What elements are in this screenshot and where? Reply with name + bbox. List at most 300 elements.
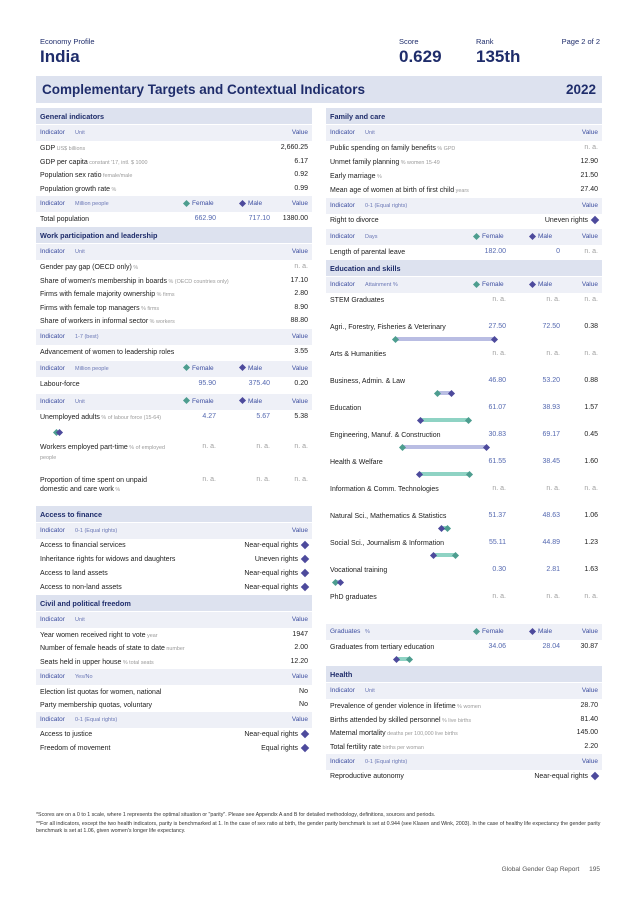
unit-label: % bbox=[365, 629, 370, 635]
indicator-value: 88.80 bbox=[290, 317, 308, 324]
value-header: Value bbox=[581, 758, 598, 765]
page-indicator: Page 2 of 2 bbox=[561, 37, 600, 46]
indicator-unit: % firms bbox=[139, 305, 160, 312]
indicator-row bbox=[36, 728, 312, 742]
indicator-name: PhD graduates bbox=[330, 594, 377, 601]
indicator-unit: % women bbox=[455, 704, 481, 710]
indicator-value: 1.57 bbox=[584, 404, 598, 411]
female-value: 4.27 bbox=[202, 412, 216, 420]
indicator-value: n. a. bbox=[584, 350, 598, 357]
indicator-label: Indicator bbox=[330, 687, 355, 694]
unit-label: Unit bbox=[75, 130, 85, 136]
indicator-name: Information & Comm. Technologies bbox=[330, 486, 439, 493]
rights-diamond-icon bbox=[301, 730, 309, 738]
indicator-label: Indicator bbox=[40, 716, 65, 723]
female-value: 55.11 bbox=[489, 539, 506, 546]
indicator-row bbox=[326, 713, 602, 727]
female-value: n. a. bbox=[492, 485, 506, 492]
indicator-value: 27.40 bbox=[580, 186, 598, 193]
indicator-row bbox=[326, 536, 602, 563]
indicator-label: Indicator bbox=[40, 332, 65, 340]
rights-diamond-icon bbox=[301, 568, 309, 576]
indicator-value: Equal rights bbox=[261, 745, 308, 752]
indicator-unit: % bbox=[110, 186, 117, 193]
unit-label: Million people bbox=[75, 201, 109, 207]
indicator-header bbox=[326, 683, 602, 699]
indicator-unit: % (OECD countries only) bbox=[167, 278, 229, 285]
indicator-row bbox=[36, 539, 312, 553]
indicator-unit: % of labour force (15-64) bbox=[99, 414, 162, 421]
indicator-row bbox=[36, 301, 312, 315]
indicator-value: 30.87 bbox=[580, 643, 598, 650]
female-value: 0.30 bbox=[492, 566, 506, 573]
indicator-value: 17.10 bbox=[290, 276, 308, 284]
indicator-row bbox=[326, 214, 602, 228]
indicator-value: n. a. bbox=[584, 144, 598, 151]
indicator-row bbox=[326, 726, 602, 740]
indicator-row bbox=[326, 590, 602, 617]
indicator-label: Indicator bbox=[40, 526, 65, 534]
rights-diamond-icon bbox=[591, 772, 599, 780]
indicator-value: 0.99 bbox=[294, 184, 308, 192]
indicator-name: Early marriage % bbox=[330, 173, 382, 180]
indicator-row bbox=[326, 183, 602, 197]
indicator-name: Maternal mortality deaths per 100,000 live births bbox=[330, 730, 458, 737]
indicator-row bbox=[326, 155, 602, 169]
female-diamond-icon bbox=[473, 281, 480, 288]
indicator-value: n. a. bbox=[294, 263, 308, 270]
profile-header bbox=[40, 37, 600, 67]
unit-label: 1-7 (best) bbox=[75, 333, 99, 340]
section-civil: Civil and political freedom bbox=[36, 595, 312, 611]
indicator-row bbox=[36, 212, 312, 227]
male-marker bbox=[448, 389, 455, 396]
indicator-unit: % bbox=[375, 174, 382, 180]
indicator-row bbox=[36, 168, 312, 182]
indicator-name: Education bbox=[330, 405, 362, 412]
indicator-name: Seats held in upper house % total seats bbox=[40, 658, 154, 666]
indicator-unit: years bbox=[454, 188, 469, 194]
indicator-header bbox=[36, 361, 312, 377]
indicator-name: Share of workers in informal sector % workers bbox=[40, 318, 175, 325]
indicator-name: Share of women's membership in boards % (OECD countries only) bbox=[40, 277, 229, 285]
indicator-header bbox=[36, 669, 312, 685]
rank-value: 135th bbox=[476, 47, 521, 66]
score-value: 0.629 bbox=[399, 47, 442, 66]
indicator-value: 2,660.25 bbox=[280, 144, 308, 151]
female-value: n. a. bbox=[492, 350, 506, 357]
indicator-name: Births attended by skilled personnel % live births bbox=[330, 716, 472, 724]
indicator-row bbox=[326, 293, 602, 320]
female-header: Female bbox=[474, 281, 504, 288]
indicator-label: Indicator bbox=[330, 233, 355, 240]
indicator-name: STEM Graduates bbox=[330, 297, 385, 304]
indicator-unit: year bbox=[145, 632, 158, 639]
indicator-header bbox=[326, 229, 602, 245]
indicator-row bbox=[36, 410, 312, 440]
indicator-unit: births per woman bbox=[380, 744, 424, 751]
indicator-name: Business, Admin. & Law bbox=[330, 378, 406, 385]
female-value: 662.90 bbox=[194, 215, 216, 222]
section-health: Health bbox=[326, 666, 602, 682]
indicator-label: Indicator bbox=[40, 248, 65, 255]
indicator-row bbox=[326, 347, 602, 374]
indicator-name: Public spending on family benefits % GPD bbox=[330, 145, 456, 152]
indicator-value: n. a. bbox=[584, 593, 598, 600]
indicator-name: Health & Welfare bbox=[330, 459, 383, 466]
indicator-value: n. a. bbox=[584, 485, 598, 492]
indicator-name: Arts & Humanities bbox=[330, 351, 387, 358]
indicator-value: 1380.00 bbox=[282, 215, 308, 222]
indicator-row bbox=[36, 287, 312, 301]
indicator-name: Firms with female majority ownership % firms bbox=[40, 291, 175, 298]
indicator-unit: % women 15-49 bbox=[399, 160, 440, 166]
indicator-header bbox=[326, 125, 602, 141]
indicator-label: Indicator bbox=[40, 615, 65, 623]
indicator-header bbox=[326, 198, 602, 214]
indicator-row bbox=[326, 563, 602, 590]
male-header: Male bbox=[240, 200, 262, 207]
indicator-header bbox=[326, 754, 602, 770]
indicator-value: 12.90 bbox=[580, 158, 598, 165]
indicator-row bbox=[36, 628, 312, 642]
unit-label: Unit bbox=[365, 130, 375, 136]
male-value: 72.50 bbox=[542, 323, 560, 330]
value-header: Value bbox=[581, 202, 598, 209]
value-header: Value bbox=[291, 615, 308, 623]
indicator-row bbox=[36, 345, 312, 360]
male-value: 2.81 bbox=[546, 566, 560, 573]
indicator-name: Reproductive autonomy bbox=[330, 773, 404, 780]
indicator-name: Year women received right to vote year bbox=[40, 631, 158, 639]
value-header: Value bbox=[581, 129, 598, 136]
female-header: Female bbox=[474, 628, 504, 635]
indicator-value: 0.38 bbox=[584, 323, 598, 330]
unit-label: Unit bbox=[75, 398, 85, 405]
indicator-value: 1.63 bbox=[584, 566, 598, 573]
footnotes bbox=[36, 812, 606, 835]
indicator-name: Population growth rate % bbox=[40, 185, 117, 193]
value-header: Value bbox=[291, 248, 308, 255]
indicator-row bbox=[326, 428, 602, 455]
indicator-row bbox=[36, 641, 312, 655]
unit-label: Unit bbox=[365, 688, 375, 694]
score-label: Score bbox=[399, 37, 419, 46]
indicator-value: Uneven rights bbox=[255, 556, 308, 563]
indicator-name: Party membership quotas, voluntary bbox=[40, 702, 153, 709]
female-value: 30.83 bbox=[488, 431, 506, 438]
indicator-name: Right to divorce bbox=[330, 217, 379, 224]
indicator-row bbox=[36, 685, 312, 698]
indicator-row bbox=[36, 274, 312, 288]
indicator-row bbox=[326, 740, 602, 754]
indicator-name: Graduates from tertiary education bbox=[330, 644, 435, 651]
indicator-row bbox=[326, 401, 602, 428]
indicator-unit: % bbox=[113, 486, 121, 493]
indicator-row bbox=[36, 377, 312, 393]
indicator-value: 2.80 bbox=[294, 290, 308, 297]
indicator-name: Inheritance rights for widows and daughters bbox=[40, 555, 176, 563]
footnote-2: **For all indicators, except the two health indicators, parity is benchmarked at 1. In the case of sex ratio at birth, the gender parity benchmark is set at 0.944 (see Klasen and Wink, 2003). In the case of healthy life expectancy the gender parity benchmark is set at 1.06, given women's longer life expectancy. bbox=[36, 821, 601, 834]
indicator-value: 145.00 bbox=[576, 729, 598, 736]
indicator-row bbox=[326, 320, 602, 347]
indicator-value: Near-equal rights bbox=[244, 570, 308, 577]
female-value: n. a. bbox=[202, 475, 216, 483]
rights-diamond-icon bbox=[301, 554, 309, 562]
female-value: 27.50 bbox=[488, 323, 506, 330]
female-value: 46.80 bbox=[488, 377, 506, 384]
indicator-value: 0.20 bbox=[294, 379, 308, 387]
value-header: Value bbox=[581, 687, 598, 694]
indicator-header bbox=[326, 624, 602, 640]
female-value: 51.37 bbox=[488, 512, 506, 519]
male-diamond-icon bbox=[529, 628, 536, 635]
indicator-value: 6.17 bbox=[294, 157, 308, 165]
indicator-row bbox=[326, 699, 602, 713]
indicator-header bbox=[36, 612, 312, 628]
value-header: Value bbox=[291, 332, 308, 340]
indicator-name: Gender pay gap (OECD only) % bbox=[40, 264, 139, 271]
indicator-label: Graduates bbox=[330, 628, 361, 635]
indicator-row bbox=[36, 182, 312, 196]
male-value: n. a. bbox=[546, 485, 560, 492]
indicator-row bbox=[326, 374, 602, 401]
male-diamond-icon bbox=[239, 397, 246, 404]
indicator-row bbox=[326, 245, 602, 260]
indicator-row bbox=[326, 141, 602, 155]
male-value: 44.89 bbox=[542, 539, 560, 546]
male-value: 38.93 bbox=[542, 404, 560, 411]
indicator-unit: number bbox=[164, 646, 185, 652]
indicator-label: Indicator bbox=[40, 364, 65, 372]
country-name: India bbox=[40, 47, 80, 66]
indicator-header bbox=[36, 394, 312, 410]
indicator-label: Indicator bbox=[330, 758, 355, 765]
female-value: 182.00 bbox=[484, 248, 506, 255]
value-header: Value bbox=[581, 281, 598, 288]
rights-diamond-icon bbox=[301, 582, 309, 590]
spacer bbox=[326, 617, 602, 623]
unit-label: Unit bbox=[75, 616, 85, 623]
indicator-name: Access to financial services bbox=[40, 541, 126, 549]
indicator-name: GDP per capita constant '17, intl. $ 1000 bbox=[40, 158, 148, 166]
male-value: 0 bbox=[556, 248, 560, 255]
footnote-1: *Scores are on a 0 to 1 scale, where 1 represents the optimal situation or "parity". Please see Appendix A and B for detailed methodology, definitions, sources and periods. bbox=[36, 812, 436, 818]
male-marker bbox=[337, 578, 344, 585]
indicator-value: n. a. bbox=[584, 296, 598, 303]
indicator-name: Vocational training bbox=[330, 567, 388, 574]
indicator-value: 1947 bbox=[292, 630, 308, 638]
indicator-label: Indicator bbox=[330, 202, 355, 209]
indicator-unit: % bbox=[131, 265, 139, 271]
male-value: 38.45 bbox=[542, 458, 560, 465]
male-value: 69.17 bbox=[542, 431, 560, 438]
female-marker bbox=[465, 416, 472, 423]
gap-bar bbox=[419, 472, 470, 476]
section-education: Education and skills bbox=[326, 260, 602, 276]
indicator-row bbox=[36, 567, 312, 581]
value-header: Value bbox=[291, 716, 308, 723]
value-header: Value bbox=[291, 129, 308, 136]
section-work: Work participation and leadership bbox=[36, 227, 312, 243]
female-diamond-icon bbox=[473, 233, 480, 240]
banner-year: 2022 bbox=[565, 82, 596, 97]
indicator-value: 1.23 bbox=[584, 539, 598, 546]
indicator-row bbox=[326, 482, 602, 509]
indicator-value: n. a. bbox=[294, 475, 308, 483]
rights-diamond-icon bbox=[591, 216, 599, 224]
unit-label: 0-1 (Equal rights) bbox=[75, 717, 118, 723]
male-value: n. a. bbox=[546, 296, 560, 303]
male-value: 48.63 bbox=[542, 512, 560, 519]
indicator-unit: % of employed people bbox=[40, 444, 165, 461]
indicator-value: Uneven rights bbox=[545, 217, 598, 224]
indicator-header bbox=[36, 523, 312, 539]
indicator-value: Near-equal rights bbox=[244, 731, 308, 738]
indicator-row bbox=[36, 553, 312, 567]
section-general: General indicators bbox=[36, 108, 312, 124]
indicator-value: 2.20 bbox=[584, 742, 598, 750]
indicator-name: Length of parental leave bbox=[330, 249, 406, 256]
indicator-row bbox=[36, 260, 312, 274]
indicator-header bbox=[36, 712, 312, 728]
indicator-row bbox=[326, 455, 602, 482]
indicator-unit: % workers bbox=[148, 319, 175, 325]
indicator-name: Firms with female top managers % firms bbox=[40, 304, 160, 312]
male-value: n. a. bbox=[256, 475, 270, 483]
indicator-value: Near-equal rights bbox=[244, 542, 308, 549]
indicator-value: Near-equal rights bbox=[244, 584, 308, 591]
indicator-header bbox=[326, 277, 602, 293]
indicator-value: 12.20 bbox=[290, 657, 308, 665]
indicator-value: 0.45 bbox=[584, 431, 598, 438]
indicator-name: GDP US$ billions bbox=[40, 145, 86, 152]
female-value: n. a. bbox=[492, 593, 506, 600]
indicator-unit: US$ billions bbox=[55, 146, 86, 152]
indicator-header bbox=[36, 329, 312, 345]
indicator-row bbox=[326, 770, 602, 784]
indicator-row bbox=[36, 314, 312, 328]
indicator-value: 28.70 bbox=[580, 702, 598, 709]
section-finance: Access to finance bbox=[36, 506, 312, 522]
indicator-name: Advancement of women to leadership roles bbox=[40, 348, 175, 356]
female-marker bbox=[452, 551, 459, 558]
indicator-unit: % firms bbox=[155, 292, 175, 298]
male-value: 28.04 bbox=[542, 643, 560, 650]
value-header: Value bbox=[291, 364, 308, 372]
indicator-label: Indicator bbox=[40, 129, 65, 136]
unit-label: 0-1 (Equal rights) bbox=[365, 203, 408, 209]
section-banner bbox=[36, 76, 602, 103]
indicator-label: Indicator bbox=[40, 200, 65, 207]
gap-bar bbox=[402, 445, 486, 449]
rights-diamond-icon bbox=[301, 744, 309, 752]
male-value: 53.20 bbox=[542, 377, 560, 384]
male-header: Male bbox=[240, 398, 262, 405]
indicator-header bbox=[36, 196, 312, 212]
unit-label: Days bbox=[365, 234, 378, 240]
section-family: Family and care bbox=[326, 108, 602, 124]
value-header: Value bbox=[291, 526, 308, 534]
banner-title: Complementary Targets and Contextual Indicators bbox=[42, 82, 366, 97]
female-header: Female bbox=[184, 398, 214, 405]
male-header: Male bbox=[530, 281, 552, 288]
profile-label: Economy Profile bbox=[40, 37, 95, 46]
value-header: Value bbox=[581, 233, 598, 240]
female-diamond-icon bbox=[183, 397, 190, 404]
indicator-value: 0.92 bbox=[294, 171, 308, 178]
indicator-header bbox=[36, 244, 312, 260]
male-diamond-icon bbox=[239, 364, 246, 371]
indicator-name: Natural Sci., Mathematics & Statistics bbox=[330, 513, 447, 520]
rank-label: Rank bbox=[476, 37, 494, 46]
indicator-value: 1.60 bbox=[584, 458, 598, 465]
unit-label: 0-1 (Equal rights) bbox=[75, 527, 118, 534]
female-marker bbox=[466, 470, 473, 477]
female-diamond-icon bbox=[183, 364, 190, 371]
indicator-name: Unmet family planning % women 15-49 bbox=[330, 159, 440, 166]
indicator-row bbox=[326, 169, 602, 183]
rights-diamond-icon bbox=[301, 540, 309, 548]
indicator-value: 5.38 bbox=[294, 412, 308, 420]
indicator-row bbox=[36, 581, 312, 595]
male-diamond-icon bbox=[239, 200, 246, 207]
indicator-row bbox=[326, 509, 602, 536]
indicator-row bbox=[36, 155, 312, 169]
indicator-label: Indicator bbox=[330, 129, 355, 136]
male-value: 5.67 bbox=[256, 412, 270, 420]
value-header: Value bbox=[291, 673, 308, 680]
male-marker bbox=[483, 443, 490, 450]
value-header: Value bbox=[581, 628, 598, 635]
unit-label: Unit bbox=[75, 249, 85, 255]
unit-label: Million people bbox=[75, 365, 109, 372]
indicator-row bbox=[36, 655, 312, 669]
page-number: 195 bbox=[589, 866, 600, 873]
indicator-unit: % live births bbox=[440, 717, 472, 724]
indicator-name: Population sex ratio female/male bbox=[40, 172, 133, 179]
female-value: 61.55 bbox=[488, 458, 506, 465]
male-value: n. a. bbox=[546, 350, 560, 357]
female-diamond-icon bbox=[473, 628, 480, 635]
indicator-name: Unemployed adults % of labour force (15-64) bbox=[40, 413, 162, 421]
unit-label: 0-1 (Equal rights) bbox=[365, 759, 408, 765]
indicator-row bbox=[36, 698, 312, 711]
male-value: n. a. bbox=[256, 442, 270, 450]
male-header: Male bbox=[530, 628, 552, 635]
indicator-row bbox=[36, 742, 312, 756]
indicator-label: Indicator bbox=[40, 673, 65, 680]
indicator-value: 1.06 bbox=[584, 512, 598, 519]
female-diamond-icon bbox=[183, 200, 190, 207]
indicator-name: Agri., Forestry, Fisheries & Veterinary bbox=[330, 324, 446, 331]
indicator-name: Labour-force bbox=[40, 380, 80, 388]
right-column bbox=[326, 108, 602, 784]
female-header: Female bbox=[474, 233, 504, 240]
female-value: 61.07 bbox=[488, 404, 506, 411]
indicator-name: Access to non-land assets bbox=[40, 583, 122, 591]
indicator-name: Social Sci., Journalism & Information bbox=[330, 540, 444, 547]
indicator-unit: constant '17, intl. $ 1000 bbox=[87, 159, 148, 166]
indicator-name: Workers employed part-time % of employed people bbox=[40, 443, 165, 461]
indicator-name: Access to justice bbox=[40, 731, 93, 738]
indicator-name: Total fertility rate births per woman bbox=[330, 743, 424, 751]
indicator-value: Near-equal rights bbox=[534, 773, 598, 780]
indicator-row bbox=[36, 440, 312, 473]
indicator-value: No bbox=[299, 688, 308, 695]
indicator-name: Election list quotas for women, national bbox=[40, 689, 162, 696]
indicator-value: 3.55 bbox=[294, 347, 308, 355]
